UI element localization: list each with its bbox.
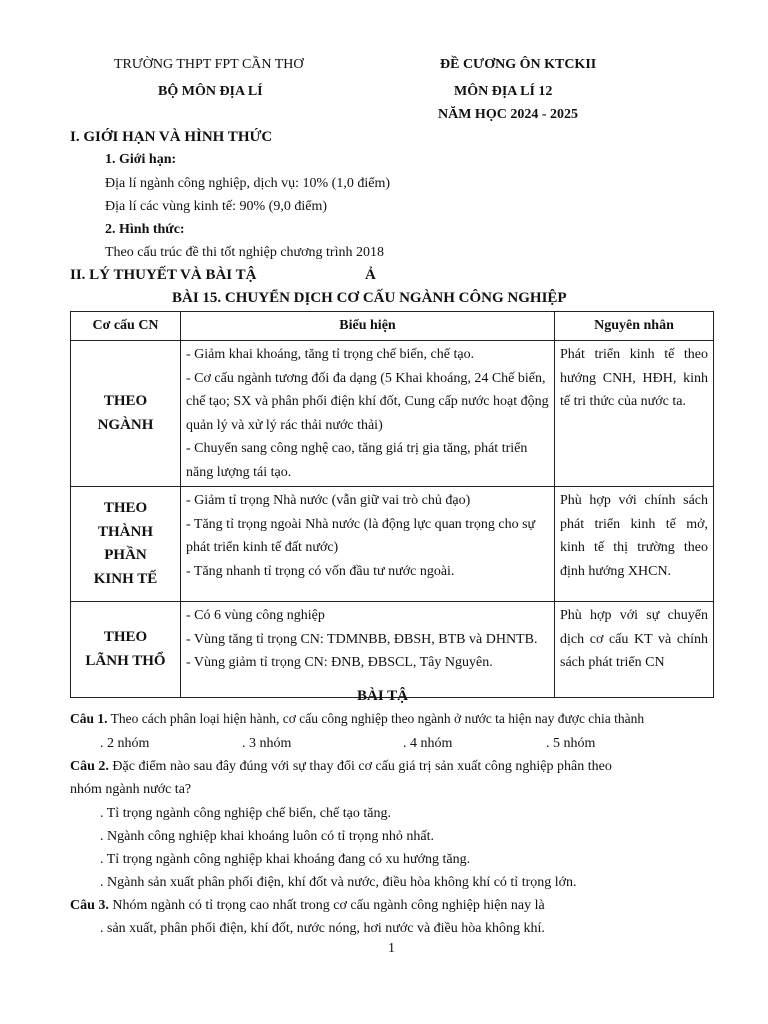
question-text: Theo cách phân loại hiện hành, cơ cấu công nghiệp theo ngành ở nước ta hiện nay được chia thành [110, 711, 645, 726]
category-label: THEO LÃNH THỔ [85, 629, 166, 669]
question-2 [70, 759, 612, 775]
answer-option: . 5 nhóm [546, 736, 596, 751]
limit-title: 1. Giới hạn: [105, 152, 177, 167]
cause-cell [555, 341, 714, 487]
school-name: TRƯỜNG THPT FPT CẦN THƠ [114, 57, 304, 72]
section-2-title-stray: Ả [365, 267, 376, 283]
question-label: Câu 1. [70, 711, 108, 726]
department-name: BỘ MÔN ĐỊA LÍ [158, 84, 263, 99]
cause-text: Phù hợp với chính sách phát triển kinh tế mở, kinh tế thị trường theo định hướng XHCN. [560, 493, 708, 579]
category-cell [71, 602, 181, 698]
section-1-title: I. GIỚI HẠN VÀ HÌNH THỨC [70, 129, 273, 145]
form-title: 2. Hình thức: [105, 222, 185, 237]
column-header: Nguyên nhân [555, 312, 714, 341]
school-year: NĂM HỌC 2024 - 2025 [438, 107, 578, 122]
table-header-row [71, 312, 714, 341]
document-title: ĐỀ CƯƠNG ÔN KTCKII [440, 57, 597, 72]
answer-option: . 2 nhóm [100, 736, 150, 751]
column-header: Cơ cấu CN [71, 312, 181, 341]
answer-option: . sản xuất, phân phối điện, khí đốt, nước nóng, hơi nước và điều hòa không khí. [100, 921, 545, 936]
expression-text: - Giảm tỉ trọng Nhà nước (vẫn giữ vai trò chủ đạo) - Tăng tỉ trọng ngoài Nhà nước (là động lực quan trọng cho sự phát triển kinh tế đất nước) - Tăng nhanh tỉ trọng có vốn đầu tư nước ngoài. [186, 493, 536, 579]
answer-option: . Ngành công nghiệp khai khoáng luôn có tỉ trọng nhỏ nhất. [100, 829, 434, 844]
question-label: Câu 3. [70, 898, 109, 913]
question-label: Câu 2. [70, 759, 109, 774]
question-1 [70, 711, 644, 727]
answer-option: . 4 nhóm [403, 736, 453, 751]
cause-text: Phát triển kinh tế theo hướng CNH, HĐH, kinh tế tri thức của nước ta. [560, 347, 708, 409]
answer-option: . 3 nhóm [242, 736, 292, 751]
expression-text: - Có 6 vùng công nghiệp - Vùng tăng tỉ trọng CN: TDMNBB, ĐBSH, BTB và DHNTB. - Vùng giảm tỉ trọng CN: ĐNB, ĐBSCL, Tây Nguyên. [186, 608, 538, 670]
cause-text: Phù hợp với sự chuyển dịch cơ cấu KT và chính sách phát triển CN [560, 608, 708, 670]
table-row [71, 487, 714, 602]
cause-cell [555, 487, 714, 602]
limit-item: Địa lí các vùng kinh tế: 90% (9,0 điểm) [105, 199, 327, 214]
expression-cell [181, 487, 555, 602]
answer-option: . Ngành sản xuất phân phối điện, khí đốt và nước, điều hòa không khí có tỉ trọng lớn. [100, 875, 577, 890]
industry-structure-table [70, 311, 714, 698]
question-text: Nhóm ngành có tỉ trọng cao nhất trong cơ cấu ngành công nghiệp hiện nay là [112, 898, 545, 913]
form-text: Theo cấu trúc đề thi tốt nghiệp chương trình 2018 [105, 245, 384, 260]
section-2-title: II. LÝ THUYẾT VÀ BÀI TẬ [70, 267, 257, 283]
category-label: THEO THÀNH PHẦN KINH TẾ [93, 500, 158, 587]
subject-title: MÔN ĐỊA LÍ 12 [454, 84, 553, 99]
table-row [71, 602, 714, 698]
question-3 [70, 898, 545, 914]
table-row [71, 341, 714, 487]
exercises-title: BÀI TẬ [357, 688, 408, 704]
expression-cell [181, 602, 555, 698]
cause-cell [555, 602, 714, 698]
limit-item: Địa lí ngành công nghiệp, dịch vụ: 10% (1,0 điểm) [105, 176, 390, 191]
column-header: Biểu hiện [181, 312, 555, 341]
category-cell [71, 341, 181, 487]
question-text-continued: nhóm ngành nước ta? [70, 782, 192, 797]
category-cell [71, 487, 181, 602]
question-text: Đặc điểm nào sau đây đúng với sự thay đổi cơ cấu giá trị sản xuất công nghiệp phân theo [112, 759, 612, 774]
answer-option: . Tỉ trọng ngành công nghiệp chế biến, chế tạo tăng. [100, 806, 391, 821]
expression-cell [181, 341, 555, 487]
category-label: THEO NGÀNH [97, 393, 154, 433]
expression-text: - Giảm khai khoáng, tăng tỉ trọng chế biến, chế tạo. - Cơ cấu ngành tương đối đa dạng (5 Khai khoáng, 24 Chế biến, chế tạo; SX và phân phối điện khí đốt, Cung cấp nước hoạt động quản lý và xử lý rác thải nước thải) - Chuyển sang công nghệ cao, tăng giá trị gia tăng, phát triển năng lượng tái tạo. [186, 347, 549, 480]
answer-option: . Tỉ trọng ngành công nghiệp khai khoáng đang có xu hướng tăng. [100, 852, 471, 867]
lesson-title: BÀI 15. CHUYỂN DỊCH CƠ CẤU NGÀNH CÔNG NGHIỆP [172, 290, 567, 306]
page-number: 1 [388, 941, 395, 956]
